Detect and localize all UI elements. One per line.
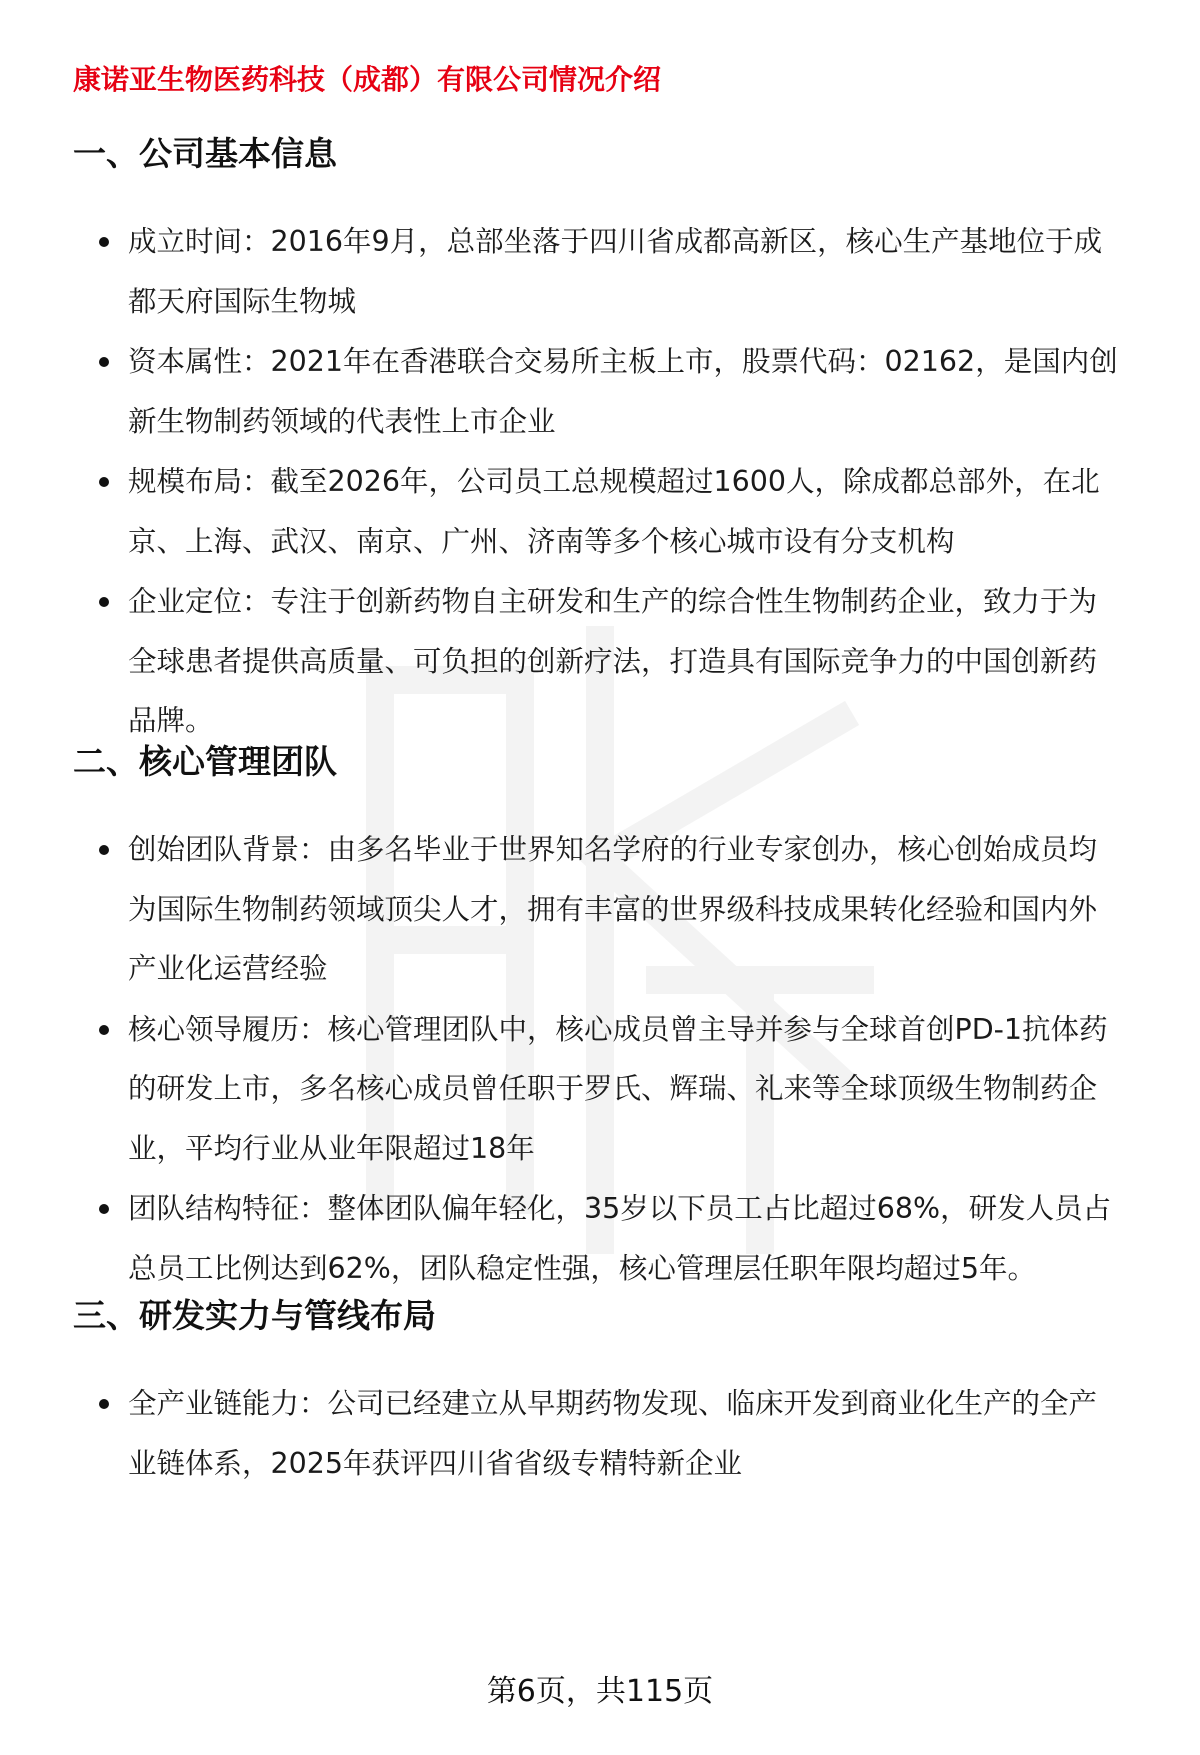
bullet-icon	[99, 237, 109, 247]
list-item-line: 产业化运营经验	[128, 952, 328, 985]
list-item-line: 都天府国际生物城	[128, 284, 357, 318]
bullet-icon	[99, 1399, 109, 1409]
list-item-line: 的研发上市，多名核心成员曾任职于罗氏、辉瑞、礼来等全球顶级生物制药企	[128, 1072, 1098, 1105]
list-item	[0, 332, 1200, 451]
page-number-footer: 第6页，共115页	[486, 1674, 714, 1709]
bullet-icon	[99, 597, 109, 607]
bullet-icon	[99, 845, 109, 855]
list-item-line: 核心领导履历：核心管理团队中，核心成员曾主导并参与全球首创PD-1抗体药	[128, 1012, 1108, 1046]
list-item-line: 资本属性：2021年在香港联合交易所主板上市，股票代码：02162，是国内创	[128, 345, 1118, 378]
list-item	[0, 1000, 1200, 1179]
list-item-line: 团队结构特征：整体团队偏年轻化，35岁以下员工占比超过68%，研发人员占	[128, 1192, 1112, 1225]
section-heading-company-info: 一、公司基本信息	[73, 134, 337, 173]
document-title: 康诺亚生物医药科技（成都）有限公司情况介绍	[73, 63, 662, 96]
rd-pipeline-list	[0, 1374, 1200, 1494]
list-item	[0, 452, 1200, 571]
list-item-line: 为国际生物制药领域顶尖人才，拥有丰富的世界级科技成果转化经验和国内外	[128, 892, 1098, 926]
list-item-line: 品牌。	[128, 704, 214, 737]
list-item-line: 企业定位：专注于创新药物自主研发和生产的综合性生物制药企业，致力于为	[128, 585, 1098, 618]
list-item	[0, 820, 1200, 999]
list-item-line: 规模布局：截至2026年，公司员工总规模超过1600人，除成都总部外，在北	[128, 465, 1100, 498]
management-team-list	[0, 820, 1200, 1299]
list-item	[0, 572, 1200, 751]
list-item-line: 总员工比例达到62%，团队稳定性强，核心管理层任职年限均超过5年。	[128, 1251, 1036, 1285]
list-item	[0, 1179, 1200, 1298]
list-item-line: 业，平均行业从业年限超过18年	[128, 1131, 535, 1165]
list-item-line: 全球患者提供高质量、可负担的创新疗法，打造具有国际竞争力的中国创新药	[128, 644, 1098, 678]
section-heading-rd-pipeline: 三、研发实力与管线布局	[73, 1296, 436, 1335]
list-item-line: 全产业链能力：公司已经建立从早期药物发现、临床开发到商业化生产的全产	[128, 1387, 1098, 1420]
list-item	[0, 212, 1200, 331]
company-info-list	[0, 212, 1200, 752]
list-item	[0, 1374, 1200, 1493]
section-heading-management-team: 二、核心管理团队	[73, 742, 337, 781]
list-item-line: 成立时间：2016年9月，总部坐落于四川省成都高新区，核心生产基地位于成	[128, 225, 1103, 258]
list-item-line: 新生物制药领域的代表性上市企业	[128, 404, 556, 438]
bullet-icon	[99, 357, 109, 367]
bullet-icon	[99, 1204, 109, 1214]
list-item-line: 京、上海、武汉、南京、广州、济南等多个核心城市设有分支机构	[128, 524, 955, 558]
list-item-line: 创始团队背景：由多名毕业于世界知名学府的行业专家创办，核心创始成员均	[128, 833, 1098, 866]
bullet-icon	[99, 1025, 109, 1035]
list-item-line: 业链体系，2025年获评四川省省级专精特新企业	[128, 1446, 743, 1480]
bullet-icon	[99, 477, 109, 487]
